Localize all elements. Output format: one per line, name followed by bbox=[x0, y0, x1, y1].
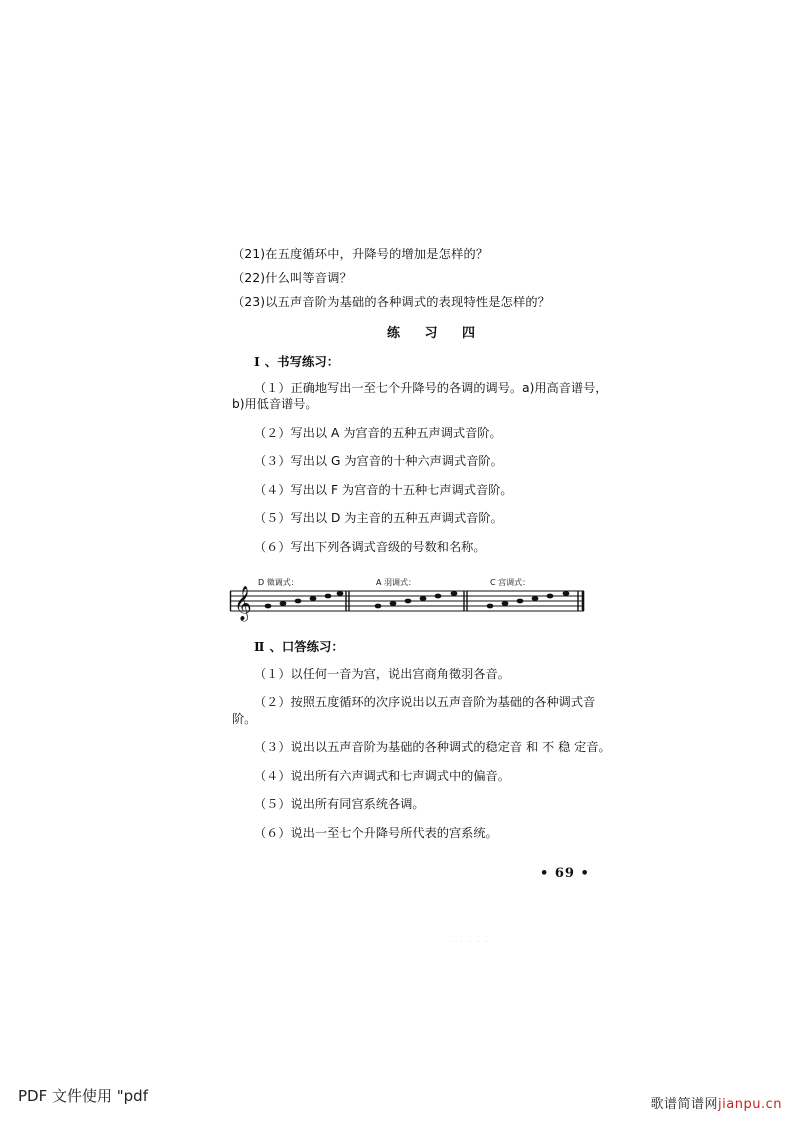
part2-roman: Ⅱ bbox=[254, 639, 265, 655]
part1-item-2: （２）写出以 A 为宫音的五种五声调式音阶。 bbox=[254, 425, 502, 440]
part1-heading-text: 、书写练习： bbox=[264, 353, 340, 369]
part2-heading-text: 、口答练习： bbox=[269, 639, 344, 655]
watermark-tld: .cn bbox=[760, 1097, 782, 1112]
figure-label-3: C 宫调式： bbox=[490, 578, 531, 587]
part2-item-4: （４）说出所有六声调式和七声调式中的偏音。 bbox=[254, 768, 510, 783]
figure-label-2: A 羽调式： bbox=[376, 578, 417, 587]
part1-roman: Ⅰ bbox=[254, 353, 260, 369]
part2-item-6: （６）说出一至七个升降号所代表的宫系统。 bbox=[254, 825, 498, 840]
part2-item-3: （３）说出以五声音阶为基础的各种调式的稳定音 和 不 稳 定音。 bbox=[254, 740, 611, 755]
page-number: • 69 • bbox=[540, 866, 590, 881]
watermark bbox=[651, 1093, 782, 1112]
part1-item-1: （１）正确地写出一至七个升降号的各调的调号。a)用高音谱号，b)用低音谱号。 bbox=[232, 381, 608, 412]
part2-heading bbox=[254, 641, 612, 653]
part1-item-3: （３）写出以 G 为宫音的十种六声调式音阶。 bbox=[254, 454, 503, 469]
pdf-note: PDF 文件使用 "pdf bbox=[18, 1087, 148, 1105]
part1-heading bbox=[254, 353, 612, 369]
question-22: （22)什么叫等音调？ bbox=[232, 271, 352, 286]
part1-item-4: （４）写出以 F 为宫音的十五种七声调式音阶。 bbox=[254, 482, 513, 497]
music-staff-figure bbox=[228, 575, 588, 627]
part1-item-6: （６）写出下列各调式音级的号数和名称。 bbox=[254, 539, 486, 554]
watermark-domain: jianpu bbox=[718, 1097, 761, 1112]
question-23: （23)以五声音阶为基础的各种调式的表现特性是怎样的？ bbox=[232, 295, 551, 310]
page-content bbox=[232, 248, 612, 853]
part1-item-5: （５）写出以 D 为主音的五种五声调式音阶。 bbox=[254, 511, 503, 526]
figure-label-1: D 徵调式： bbox=[258, 578, 299, 587]
section-title: 练 习 四 bbox=[386, 325, 486, 341]
part2-item-2: （２）按照五度循环的次序说出以五声音阶为基础的各种调式音阶。 bbox=[232, 695, 596, 726]
part2-item-1: （１）以任何一音为宫，说出宫商角徵羽各音。 bbox=[254, 666, 510, 681]
question-21: （21)在五度循环中，升降号的增加是怎样的？ bbox=[232, 247, 489, 261]
watermark-text: 歌谱简谱网 bbox=[650, 1097, 719, 1112]
treble-clef-icon: 𝄞 bbox=[234, 586, 252, 621]
faint-scan-mark: · · · · · bbox=[452, 938, 491, 946]
part2-item-5: （５）说出所有同宫系统各调。 bbox=[254, 797, 425, 812]
